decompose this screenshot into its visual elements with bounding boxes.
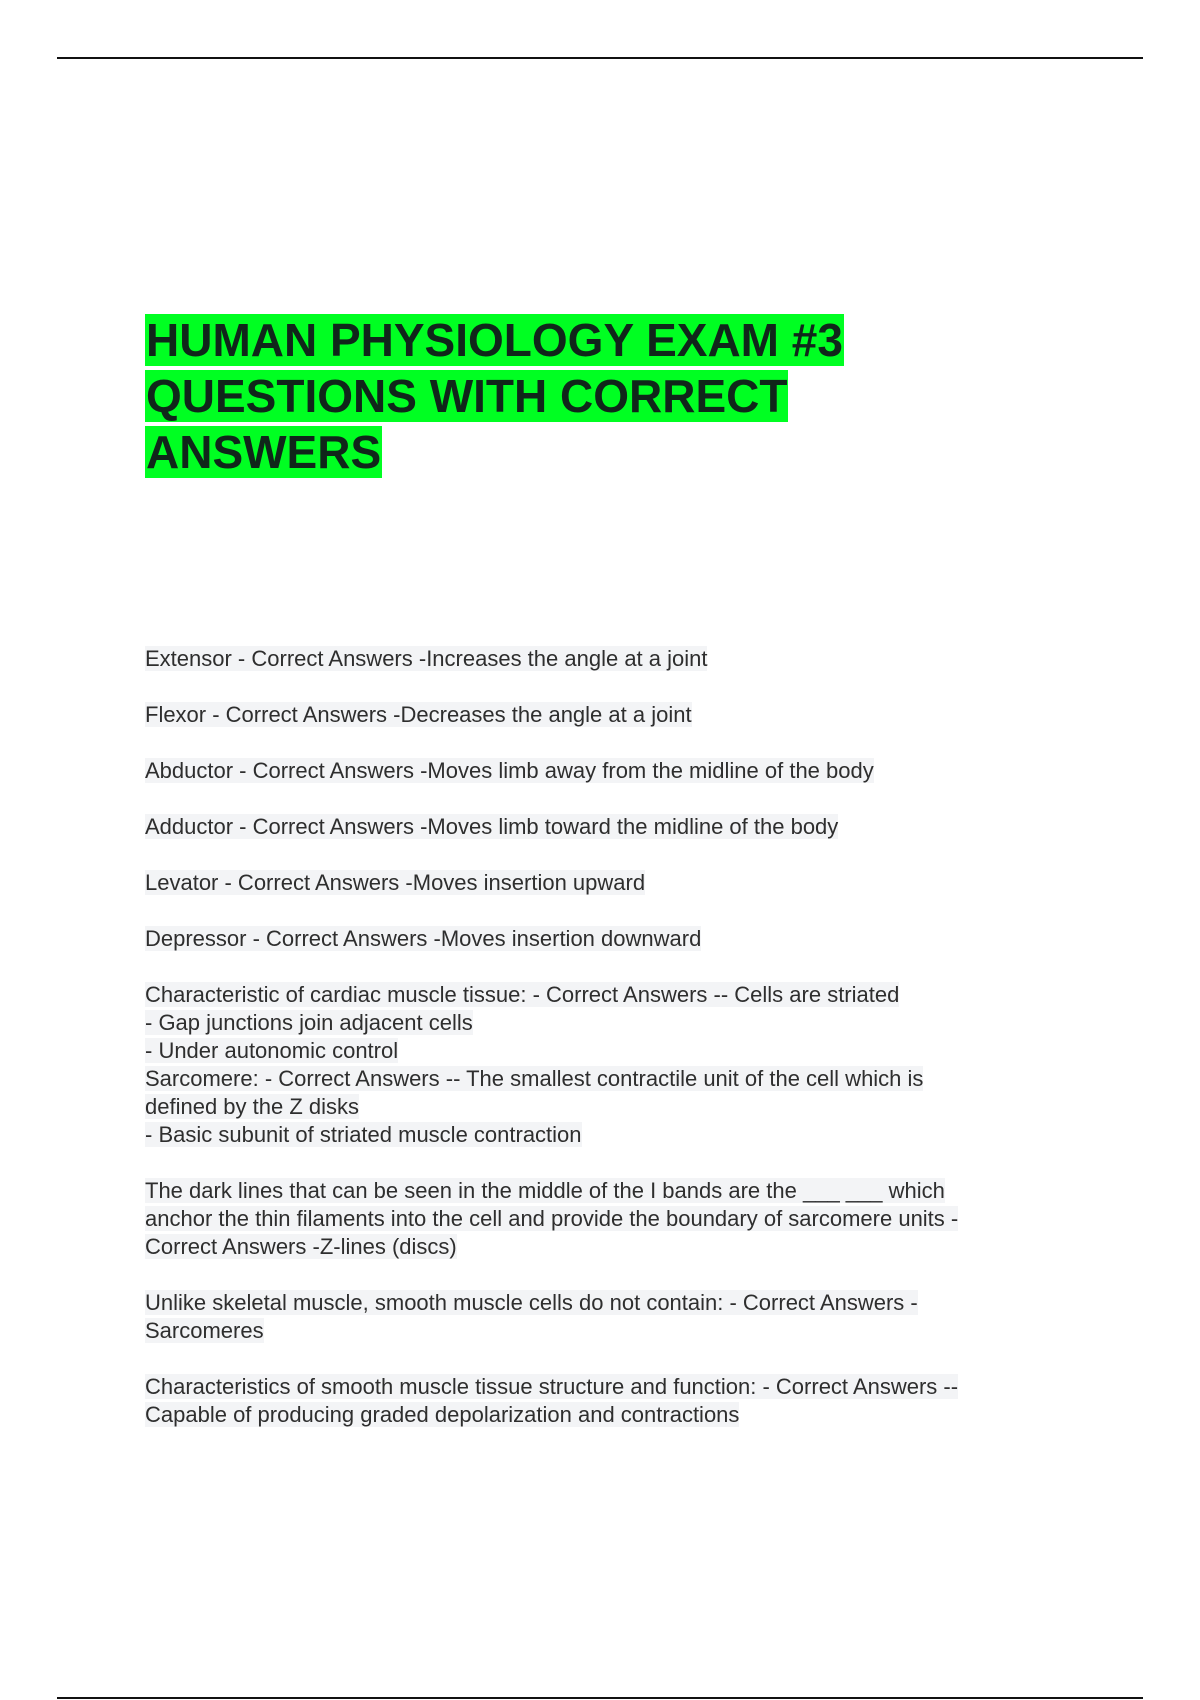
- qa-line: Correct Answers -Z-lines (discs): [145, 1234, 457, 1259]
- qa-entry: [145, 1289, 1045, 1345]
- qa-line: - Gap junctions join adjacent cells: [145, 1010, 473, 1035]
- qa-line: Capable of producing graded depolarization and contractions: [145, 1402, 740, 1427]
- qa-entry: [145, 701, 1045, 729]
- qa-list: [145, 645, 1045, 1429]
- qa-entry: [145, 757, 1045, 785]
- qa-entry: [145, 1373, 1045, 1429]
- title-line: ANSWERS: [146, 426, 382, 478]
- document-title: [145, 312, 1045, 480]
- qa-line: Adductor - Correct Answers -Moves limb toward the midline of the body: [145, 814, 839, 839]
- qa-line: Levator - Correct Answers -Moves insertion upward: [145, 870, 646, 895]
- qa-line: Flexor - Correct Answers -Decreases the angle at a joint: [145, 702, 692, 727]
- qa-line: anchor the thin filaments into the cell and provide the boundary of sarcomere units -: [145, 1206, 959, 1231]
- qa-entry: [145, 1177, 1045, 1261]
- qa-entry: [145, 813, 1045, 841]
- title-line: QUESTIONS WITH CORRECT: [146, 370, 788, 422]
- title-line: HUMAN PHYSIOLOGY EXAM #3: [146, 314, 843, 366]
- qa-line: Sarcomeres: [145, 1318, 264, 1343]
- qa-entry: [145, 981, 1045, 1149]
- qa-line: Unlike skeletal muscle, smooth muscle cells do not contain: - Correct Answers -: [145, 1290, 918, 1315]
- footer-rule: [57, 1697, 1143, 1699]
- qa-line: defined by the Z disks: [145, 1094, 360, 1119]
- qa-line: Extensor - Correct Answers -Increases the angle at a joint: [145, 646, 708, 671]
- qa-line: Characteristics of smooth muscle tissue structure and function: - Correct Answers --: [145, 1374, 959, 1399]
- qa-line: - Under autonomic control: [145, 1038, 399, 1063]
- qa-line: - Basic subunit of striated muscle contraction: [145, 1122, 582, 1147]
- qa-entry: [145, 925, 1045, 953]
- qa-line: Characteristic of cardiac muscle tissue: - Correct Answers -- Cells are striated: [145, 982, 900, 1007]
- qa-line: Sarcomere: - Correct Answers -- The smallest contractile unit of the cell which is: [145, 1066, 924, 1091]
- qa-entry: [145, 869, 1045, 897]
- header-rule: [57, 57, 1143, 59]
- qa-entry: [145, 645, 1045, 673]
- qa-line: Depressor - Correct Answers -Moves insertion downward: [145, 926, 702, 951]
- qa-line: Abductor - Correct Answers -Moves limb away from the midline of the body: [145, 758, 874, 783]
- qa-line: The dark lines that can be seen in the middle of the I bands are the ___ ___ which: [145, 1178, 945, 1203]
